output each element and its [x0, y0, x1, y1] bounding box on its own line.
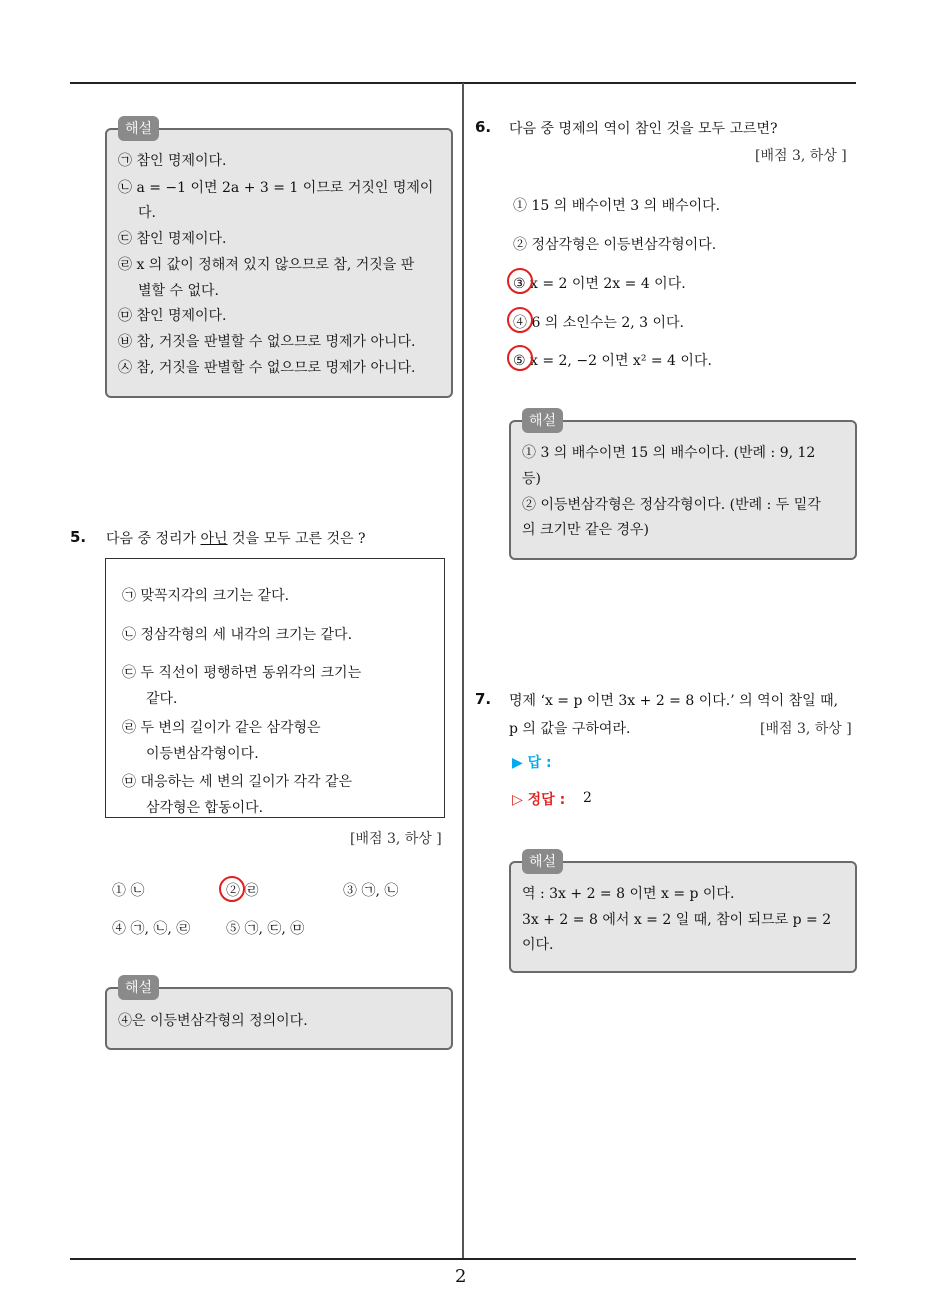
- question-7-score: [배점 3, 하상 ]: [760, 721, 852, 737]
- question-6-option-4[interactable]: ④ 6 의 소인수는 2, 3 이다.: [513, 315, 684, 331]
- question-5-text-after: 것을 모두 고른 것은 ?: [227, 531, 366, 547]
- statement-line: ㉣ 두 변의 길이가 같은 삼각형은: [122, 720, 321, 736]
- solution-6-line: ① 3 의 배수이면 15 의 배수이다. (반례 : 9, 12: [522, 445, 816, 461]
- question-5-option-2[interactable]: ② ㉣: [226, 883, 259, 899]
- statement-line: 삼각형은 합동이다.: [146, 800, 264, 816]
- statement-line: ㉢ 두 직선이 평행하면 동위각의 크기는: [122, 665, 362, 681]
- column-divider: [462, 83, 464, 1258]
- bottom-rule: [70, 1258, 856, 1260]
- solution-6-line: ② 이등변삼각형은 정삼각형이다. (반례 : 두 밑각: [522, 497, 821, 513]
- solution-7-line: 이다.: [522, 937, 554, 953]
- question-5-text-underline: 아닌: [200, 531, 228, 547]
- solution-6-line: 의 크기만 같은 경우): [522, 522, 650, 538]
- solution-5-line: ④은 이등변삼각형의 정의이다.: [118, 1013, 308, 1029]
- solution-1-line: ㉣ x 의 값이 정해져 있지 않으므로 참, 거짓을 판: [118, 257, 415, 273]
- correct-answer-label: ▷ 정답 :: [512, 792, 566, 808]
- question-5-option-5[interactable]: ⑤ ㉠, ㉢, ㉤: [226, 921, 305, 937]
- answer-mark-circle: [507, 345, 533, 371]
- question-7-line-2: p 의 값을 구하여라.: [509, 721, 631, 737]
- solution-tab-1: 해설: [118, 116, 159, 141]
- solution-6-line: 등): [522, 471, 541, 487]
- statement-line: ㉠ 맞꼭지각의 크기는 같다.: [122, 588, 290, 604]
- question-5-text: [106, 528, 366, 548]
- page-number: 2: [455, 1266, 467, 1287]
- question-5-option-1[interactable]: ① ㉡: [112, 883, 145, 899]
- question-6-option-3[interactable]: ③ x = 2 이면 2x = 4 이다.: [513, 276, 686, 292]
- correct-answer-value: 2: [583, 790, 592, 806]
- answer-mark-circle: [219, 876, 245, 902]
- solution-7-line: 3x + 2 = 8 에서 x = 2 일 때, 참이 되므로 p = 2: [522, 912, 832, 928]
- question-6-option-5[interactable]: ⑤ x = 2, −2 이면 x² = 4 이다.: [513, 353, 712, 369]
- solution-1-line: 다.: [138, 205, 156, 221]
- answer-mark-circle: [507, 268, 533, 294]
- solution-1-line: ㉡ a = −1 이면 2a + 3 = 1 이므로 거짓인 명제이: [118, 180, 434, 196]
- statement-line: 이등변삼각형이다.: [146, 746, 259, 762]
- solution-tab-6: 해설: [522, 408, 563, 433]
- question-7-number: 7.: [475, 690, 492, 708]
- statement-line: 같다.: [146, 691, 178, 707]
- solution-1-line: ㉢ 참인 명제이다.: [118, 231, 227, 247]
- question-6-text: 다음 중 명제의 역이 참인 것을 모두 고르면?: [509, 121, 778, 137]
- solution-1-line: ㉠ 참인 명제이다.: [118, 153, 227, 169]
- question-7-line-1: 명제 ‘x = p 이면 3x + 2 = 8 이다.’ 의 역이 참일 때,: [509, 693, 839, 709]
- solution-tab-5: 해설: [118, 975, 159, 1000]
- question-5-number: 5.: [70, 528, 87, 546]
- solution-box-6: [509, 420, 857, 560]
- statement-line: ㉤ 대응하는 세 변의 길이가 각각 같은: [122, 774, 353, 790]
- question-5-option-4[interactable]: ④ ㉠, ㉡, ㉣: [112, 921, 191, 937]
- question-6-score: [배점 3, 하상 ]: [755, 148, 847, 164]
- solution-1-line: ㉥ 참, 거짓을 판별할 수 없으므로 명제가 아니다.: [118, 334, 416, 350]
- question-5-option-3[interactable]: ③ ㉠, ㉡: [343, 883, 399, 899]
- solution-7-line: 역 : 3x + 2 = 8 이면 x = p 이다.: [522, 886, 735, 902]
- answer-mark-circle: [507, 307, 533, 333]
- statement-line: ㉡ 정삼각형의 세 내각의 크기는 같다.: [122, 627, 353, 643]
- solution-1-line: 별할 수 없다.: [138, 283, 219, 299]
- question-5-text-before: 다음 중 정리가: [106, 531, 201, 547]
- solution-tab-7: 해설: [522, 849, 563, 874]
- solution-1-line: ㉤ 참인 명제이다.: [118, 308, 227, 324]
- question-6-number: 6.: [475, 118, 492, 136]
- solution-1-line: ㉦ 참, 거짓을 판별할 수 없으므로 명제가 아니다.: [118, 360, 416, 376]
- answer-input-label[interactable]: ▶ 답 :: [512, 755, 552, 771]
- question-5-score: [배점 3, 하상 ]: [350, 831, 442, 847]
- question-6-option-1[interactable]: ① 15 의 배수이면 3 의 배수이다.: [513, 198, 721, 214]
- question-6-option-2[interactable]: ② 정삼각형은 이등변삼각형이다.: [513, 237, 717, 253]
